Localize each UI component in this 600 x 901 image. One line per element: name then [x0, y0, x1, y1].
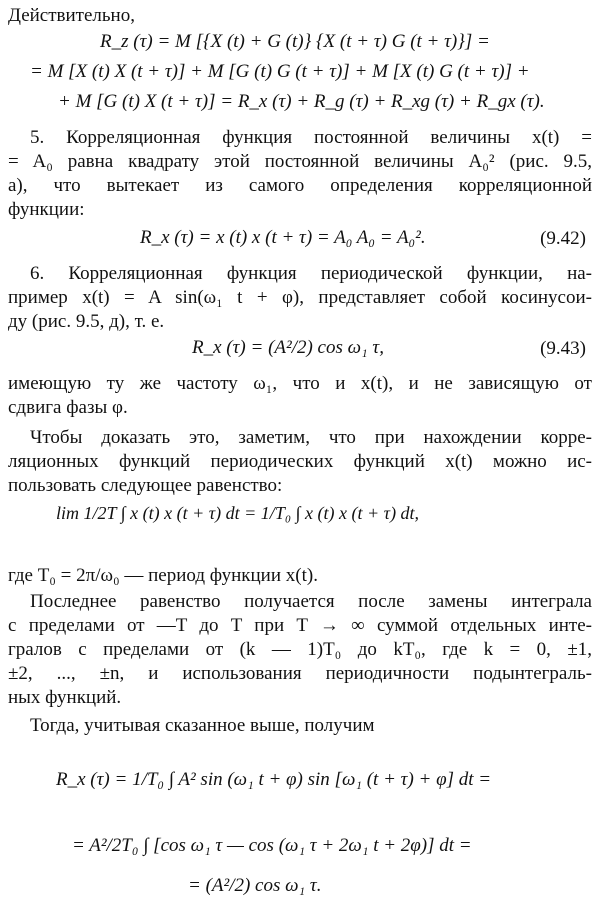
- equation-line: [100, 32, 490, 51]
- text-line: 5. Корреляционная функция постоянной величины x(t) =: [30, 127, 592, 148]
- text-line: Тогда, учитывая сказанное выше, получим: [30, 715, 375, 736]
- equation-line: [140, 228, 426, 247]
- equation-text: = A²/2T₀ ∫ [cos ω₁ τ — cos (ω₁ τ + 2ω₁ t + 2φ)] dt =: [72, 835, 472, 856]
- equation-text: = (A²/2) cos ω₁ τ.: [188, 875, 322, 896]
- equation-text: R_z (τ) = M [{X (t) + G (t)} {X (t + τ) G (t + τ)}] =: [100, 31, 490, 52]
- text-line: ±2, ..., ±n, и использования периодичности подынтеграль-: [8, 663, 592, 684]
- equation-number: (9.42): [540, 228, 586, 249]
- equation-text: R_x (τ) = x (t) x (t + τ) = A₀ A₀ = A₀².: [140, 227, 426, 248]
- text-line: 6. Корреляционная функция периодической функции, на-: [30, 263, 592, 284]
- text-line: пример x(t) = A sin(ω₁ t + φ), представляет собой косинусои-: [8, 287, 592, 308]
- equation-line: [58, 92, 545, 111]
- text-line: сдвига фазы φ.: [8, 397, 128, 418]
- equation-text: + M [G (t) X (t + τ)] = R_x (τ) + R_g (τ) + R_xg (τ) + R_gx (τ).: [58, 91, 545, 112]
- text-line: где T₀ = 2π/ω₀ — период функции x(t).: [8, 565, 318, 586]
- equation-line: [188, 876, 321, 895]
- text-line: ду (рис. 9.5, д), т. е.: [8, 311, 165, 332]
- equation-line: [192, 338, 384, 357]
- equation-text: R_x (τ) = (A²/2) cos ω₁ τ,: [192, 337, 384, 358]
- equation-line: [56, 770, 491, 789]
- text-line: ных функций.: [8, 687, 122, 708]
- equation-number: (9.43): [540, 338, 586, 359]
- text-line: имеющую ту же частоту ω₁, что и x(t), и не зависящую от: [8, 373, 592, 394]
- text-line: Чтобы доказать это, заметим, что при нахождении корре-: [30, 427, 592, 448]
- equation-text: lim 1/2T ∫ x (t) x (t + τ) dt = 1/T₀ ∫ x (t) x (t + τ) dt,: [56, 503, 420, 523]
- text-line: а), что вытекает из самого определения корреляционной: [8, 175, 592, 196]
- text-line: функции:: [8, 199, 85, 220]
- equation-line: [56, 504, 419, 522]
- text-line: Последнее равенство получается после замены интеграла: [30, 591, 592, 612]
- equation-line: [30, 62, 530, 81]
- equation-text: = M [X (t) X (t + τ)] + M [G (t) G (t + τ)] + M [X (t) G (t + τ)] +: [30, 61, 530, 82]
- equation-line: [72, 836, 472, 855]
- equation-text: R_x (τ) = 1/T₀ ∫ A² sin (ω₁ t + φ) sin [ω₁ (t + τ) + φ] dt =: [56, 769, 492, 790]
- text-line: ляционных функций периодических функций x(t) можно ис-: [8, 451, 592, 472]
- text-line: = A₀ равна квадрату этой постоянной величины A₀² (рис. 9.5,: [8, 151, 592, 172]
- text-line: с пределами от —T до T при T → ∞ суммой отдельных инте-: [8, 615, 592, 636]
- text-line: Действительно,: [8, 5, 135, 26]
- text-line: гралов с пределами от (k — 1)T₀ до kT₀, где k = 0, ±1,: [8, 639, 592, 660]
- text-line: пользовать следующее равенство:: [8, 475, 283, 496]
